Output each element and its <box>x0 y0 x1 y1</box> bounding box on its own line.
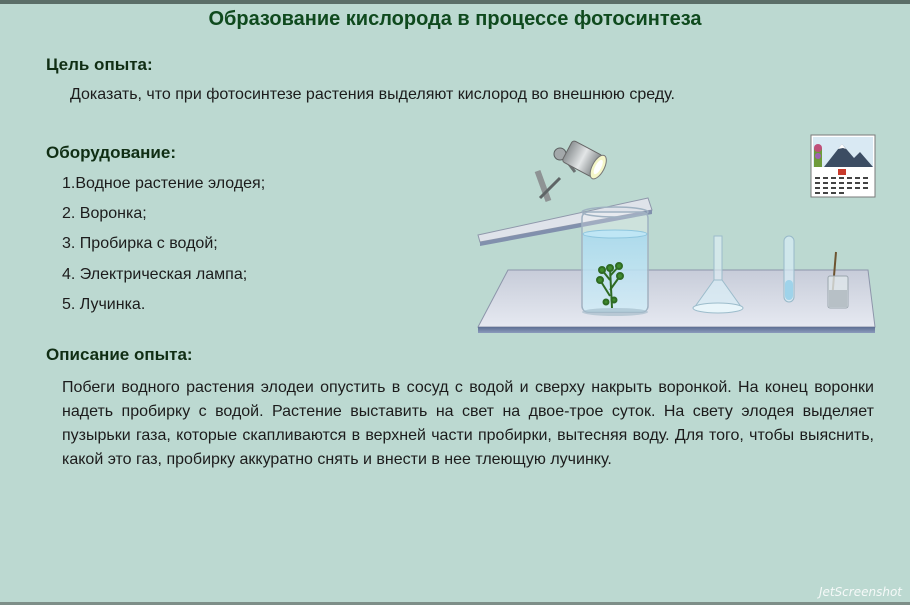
page-title: Образование кислорода в процессе фотосинтеза <box>208 8 702 30</box>
calendar-icon <box>810 134 876 198</box>
goal-heading: Цель опыта: <box>46 55 153 74</box>
goal-text: Доказать, что при фотосинтезе растения выделяют кислород во внешнюю среду. <box>70 86 675 103</box>
watermark: JetScreenshot <box>818 585 902 599</box>
splinter-icon <box>828 252 848 308</box>
top-rule <box>0 0 910 4</box>
equipment-item: 3. Пробирка с водой; <box>62 235 218 252</box>
description-heading: Описание опыта: <box>46 345 193 364</box>
equipment-item: 2. Воронка; <box>62 205 147 222</box>
equipment-heading: Оборудование: <box>46 143 176 162</box>
equipment-item: 5. Лучинка. <box>62 296 146 313</box>
equipment-item: 1.Водное растение элодея; <box>62 175 266 192</box>
test-tube-icon <box>784 236 794 302</box>
lab-table <box>478 270 875 333</box>
description-text: Побеги водного растения элодеи опустить в сосуд с водой и сверху накрыть воронкой. На конец воронки надеть пробирку с водой. Растение выставить на свет на двое-трое суток. На свету элодея выделяет пузырьки газа, которые скапливаются в верхней части пробирки, вытесняя воду. Для того, чтобы выяснить, какой это газ, пробирку аккуратно снять и внести в нее тлеющую лучинку. <box>62 379 874 468</box>
equipment-item: 4. Электрическая лампа; <box>62 266 248 283</box>
